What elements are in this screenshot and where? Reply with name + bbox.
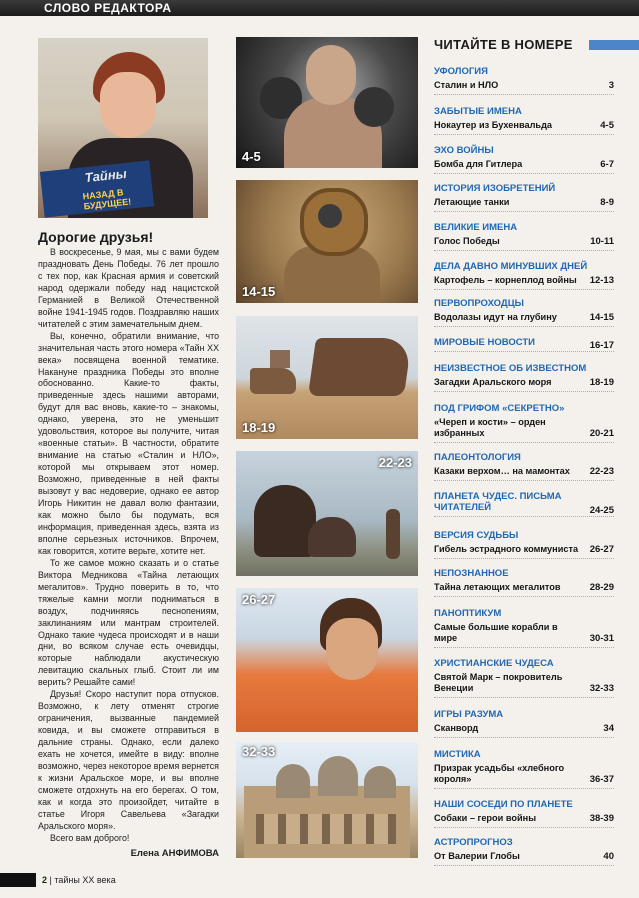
letter-paragraph: Друзья! Скоро наступит пора отпусков. Возможно, к лету отменят строгие ограничения, вызванные пандемией ковида, и вы сможете отправиться в дальние страны. Однако, если далеко ехать не хочется, имейте в виду: вполне возможно, через некоторое время вернется к жизни Аральское море, и вы вполне сможете отдохнуть на его берегах. О том, как и когда это произойдет, читайте в статье Игоря Савельева «Загадки Аральского моря». [38, 689, 219, 831]
toc-divider [434, 788, 614, 789]
photo-page-label: 22-23 [378, 455, 412, 470]
toc-divider [434, 865, 614, 866]
toc-item[interactable] [434, 298, 614, 327]
toc-divider [434, 442, 614, 443]
toc-category: АСТРОПРОГНОЗ [434, 837, 513, 848]
toc-item[interactable] [434, 608, 614, 648]
toc-page-number: 34 [603, 723, 614, 734]
magazine-cover-title: Тайны [83, 165, 128, 186]
editor-signature: Елена АНФИМОВА [130, 847, 219, 859]
toc-page-number: 14-15 [589, 312, 614, 323]
toc-divider [434, 558, 614, 559]
toc-article-title: «Череп и кости» – орден избранных [434, 417, 546, 438]
toc-category: НЕИЗВЕСТНОЕ ОБ ИЗВЕСТНОМ [434, 363, 587, 374]
toc-divider [434, 827, 614, 828]
toc-category: ПАНОПТИКУМ [434, 608, 502, 619]
toc-page-number: 30-31 [589, 633, 614, 644]
toc-item[interactable] [434, 568, 614, 597]
page-number: 2 [42, 875, 48, 885]
toc-page-number: 22-23 [589, 466, 614, 477]
toc-page-number: 40 [603, 851, 614, 862]
toc-divider [434, 737, 614, 738]
photo-diver[interactable] [236, 180, 418, 303]
toc-article-title: Самые большие корабли в мире [434, 622, 558, 643]
toc-article-title: Призрак усадьбы «хлебного короля» [434, 763, 565, 784]
toc-article-title: Казаки верхом… на мамонтах [434, 466, 570, 476]
toc-page-number: 38-39 [589, 813, 614, 824]
letter-paragraph: В воскресенье, 9 мая, мы с вами будем праздновать День Победы. 76 лет прошло с тех пор, как Красная армия и советский народ одержали победу над нацистской Германией в Великой Отечественной войне 1941-1945 годов. Поздравляю наших читателей с этим замечательным днем. [38, 247, 219, 329]
toc-item[interactable] [434, 530, 614, 559]
toc-page-number: 20-21 [589, 428, 614, 439]
toc-divider [434, 596, 614, 597]
photo-page-label: 14-15 [242, 284, 276, 299]
photo-mammoths[interactable] [236, 451, 418, 576]
toc-category: ПЕРВОПРОХОДЦЫ [434, 298, 524, 309]
toc-page-number: 3 [608, 80, 614, 91]
header-bar [0, 0, 639, 16]
toc-page-number: 4-5 [600, 120, 614, 131]
mammoth [308, 517, 356, 557]
toc-page-number: 6-7 [600, 159, 614, 170]
editor-portrait [38, 38, 208, 218]
toc-category: ВЕРСИЯ СУДЬБЫ [434, 530, 519, 541]
toc-page-number: 32-33 [589, 683, 614, 694]
toc-page-number: 24-25 [589, 505, 614, 516]
toc-item[interactable] [434, 837, 614, 866]
toc-divider [434, 134, 614, 135]
photo-page-label: 18-19 [242, 420, 276, 435]
toc-item[interactable] [434, 261, 614, 290]
footer-text: 2 | тайны XX века [42, 875, 116, 885]
toc-category: УФОЛОГИЯ [434, 66, 488, 77]
photo-singer[interactable] [236, 588, 418, 732]
toc-page-number: 18-19 [589, 377, 614, 388]
toc-page-number: 10-11 [590, 236, 614, 247]
toc-category: ДЕЛА ДАВНО МИНУВШИХ ДНЕЙ [434, 261, 588, 272]
toc-category: ПОД ГРИФОМ «СЕКРЕТНО» [434, 403, 565, 414]
cathedral-arches [256, 814, 396, 844]
letter-paragraph: Вы, конечно, обратили внимание, что значительная часть этого номера «Тайн XX века» посвящена военной тематике. Накануне праздника Победы это вполне обоснованно. Какие-то факты, приведенные здесь нашими авторами, будут для вас вновь, какие-то – знакомы, однако, уверена, это не уменьшит удовольствия, которое вы получите, читая «военные статьи». В частности, обратите внимание на статью «Сталин и НЛО», которой мы открываем этот номер. Возможно, приведенные в ней факты вызовут у вас недоверие, однако ее автор Игорь Никитин не давал волю фантазии, как можно было бы подумать, вся информация, приведенная здесь, взята из вполне серьезных источников. Впрочем, как говорится, хотите верьте, хотите нет. [38, 330, 219, 556]
photo-boxer[interactable] [236, 37, 418, 168]
toc-article-title: Водолазы идут на глубину [434, 312, 557, 322]
toc-article-title: Сталин и НЛО [434, 80, 499, 90]
toc-divider [434, 351, 614, 352]
editor-greeting: Дорогие друзья! [38, 229, 154, 245]
toc-page-number: 26-27 [589, 544, 614, 555]
singer-face [326, 618, 378, 680]
toc-page-number: 16-17 [589, 340, 614, 351]
toc-item[interactable] [434, 145, 614, 174]
toc-category: ИГРЫ РАЗУМА [434, 709, 504, 720]
toc-category: НАШИ СОСЕДИ ПО ПЛАНЕТЕ [434, 799, 573, 810]
photo-page-label: 4-5 [242, 149, 261, 164]
hunter-figure [386, 509, 400, 559]
toc-article-title: Собаки – герои войны [434, 813, 537, 823]
toc-item[interactable] [434, 709, 614, 738]
toc-article-title: Сканворд [434, 723, 479, 733]
toc-article-title: Тайна летающих мегалитов [434, 582, 561, 592]
toc-item[interactable] [434, 183, 614, 212]
cathedral-dome [276, 764, 310, 798]
toc-category: МИСТИКА [434, 749, 481, 760]
mammoth [254, 485, 316, 557]
photo-aral-ships[interactable] [236, 316, 418, 439]
toc-item[interactable] [434, 403, 614, 443]
toc-page-number: 36-37 [589, 774, 614, 785]
toc-article-title: Загадки Аральского моря [434, 377, 552, 387]
photo-venice-cathedral[interactable] [236, 742, 418, 858]
toc-item[interactable] [434, 106, 614, 135]
toc-accent-bar [589, 40, 639, 50]
toc-item[interactable] [434, 222, 614, 251]
magazine-cover-subtitle: НАЗАД В БУДУЩЕЕ! [82, 187, 132, 212]
section-title: СЛОВО РЕДАКТОРА [44, 1, 172, 15]
toc-page-number: 8-9 [600, 197, 614, 208]
photo-page-label: 26-27 [242, 592, 276, 607]
cathedral-dome [364, 766, 396, 798]
toc-divider [434, 94, 614, 95]
toc-divider [434, 289, 614, 290]
toc-item[interactable] [434, 363, 614, 392]
toc-category: ВЕЛИКИЕ ИМЕНА [434, 222, 518, 233]
boxing-glove [354, 87, 394, 127]
toc-divider [434, 480, 614, 481]
toc-article-title: Нокаутер из Бухенвальда [434, 120, 553, 130]
letter-paragraph: Всего вам доброго! [50, 832, 130, 843]
magazine-name: тайны XX века [54, 875, 116, 885]
toc-item[interactable] [434, 749, 614, 789]
toc-divider [434, 173, 614, 174]
editor-letter [38, 247, 219, 860]
toc-divider [434, 391, 614, 392]
toc-category: ЗАБЫТЫЕ ИМЕНА [434, 106, 522, 117]
toc-title: ЧИТАЙТЕ В НОМЕРЕ [434, 37, 573, 52]
toc-divider [434, 647, 614, 648]
toc-page-number: 28-29 [589, 582, 614, 593]
toc-article-title: Святой Марк – покровитель Венеции [434, 672, 563, 693]
toc-divider [434, 697, 614, 698]
toc-article-title: Голос Победы [434, 236, 500, 246]
toc-divider [434, 250, 614, 251]
stranded-ship [250, 368, 296, 394]
toc-article-title: Летающие танки [434, 197, 510, 207]
toc-item[interactable] [434, 66, 614, 95]
ship-cabin [270, 350, 290, 368]
toc-divider [434, 516, 614, 517]
helmet-window [318, 204, 342, 228]
toc-item[interactable] [434, 452, 614, 481]
portrait-face [100, 72, 156, 138]
toc-category: ПЛАНЕТА ЧУДЕС. ПИСЬМА ЧИТАТЕЛЕЙ [434, 491, 562, 513]
toc-category: ПАЛЕОНТОЛОГИЯ [434, 452, 521, 463]
toc-item[interactable] [434, 658, 614, 698]
toc-category: МИРОВЫЕ НОВОСТИ [434, 337, 535, 348]
toc-divider [434, 211, 614, 212]
photo-page-label: 32-33 [242, 744, 276, 759]
toc-divider [434, 326, 614, 327]
toc-category: ИСТОРИЯ ИЗОБРЕТЕНИЙ [434, 183, 556, 194]
toc-category: ЭХО ВОЙНЫ [434, 145, 494, 156]
toc-item[interactable] [434, 799, 614, 828]
toc-item[interactable] [434, 491, 614, 517]
footer-block [0, 873, 36, 887]
toc-article-title: Бомба для Гитлера [434, 159, 523, 169]
cathedral-dome [318, 756, 358, 796]
toc-page-number: 12-13 [589, 275, 614, 286]
letter-paragraph: То же самое можно сказать и о статье Виктора Медникова «Тайна летающих мегалитов». Трудно поверить в то, что тяжелые камни могли подниматься в воздух, подчиняясь песнопениям, заклинаниям или мантрам строителей. Однако такие чудеса происходят и в наши дни, во всяком случае есть очевидцы, которые наблюдали акустическую левитацию скальных глыб. Стоит ли им верить? Решайте сами! [38, 557, 219, 688]
toc-category: ХРИСТИАНСКИЕ ЧУДЕСА [434, 658, 554, 669]
toc-article-title: Гибель эстрадного коммуниста [434, 544, 579, 554]
stranded-ship [308, 338, 412, 396]
toc-article-title: Картофель – корнеплод войны [434, 275, 577, 285]
boxer-head [306, 45, 356, 105]
toc-category: НЕПОЗНАННОЕ [434, 568, 509, 579]
toc-item[interactable] [434, 337, 614, 352]
toc-article-title: От Валерии Глобы [434, 851, 520, 861]
page-footer [0, 873, 639, 887]
